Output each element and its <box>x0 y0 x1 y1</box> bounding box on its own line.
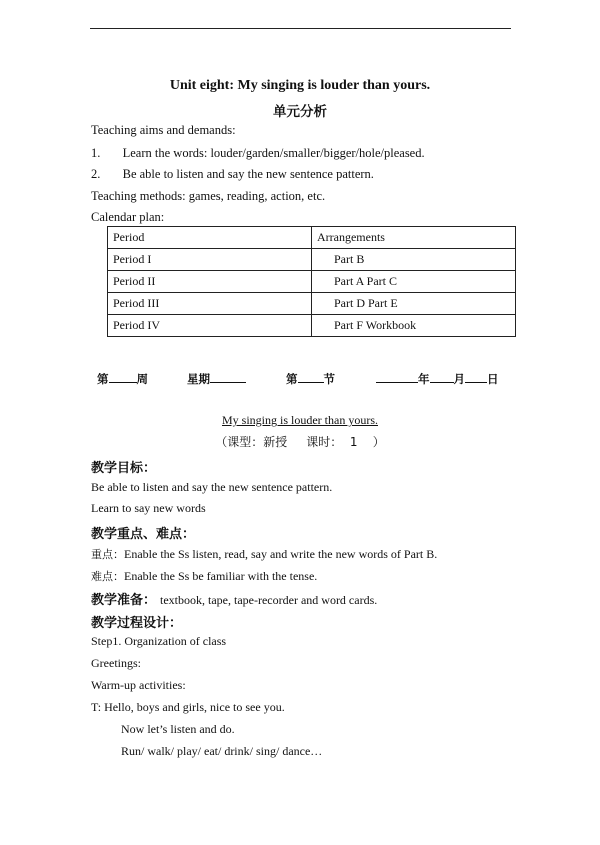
blank-line <box>210 370 246 383</box>
column-header: Arrangements <box>312 227 516 249</box>
table-cell: Period III <box>108 293 312 315</box>
table-header-row <box>108 227 516 249</box>
key-point-line <box>91 546 437 562</box>
aims-item-number: 2. <box>91 167 101 181</box>
blank-line <box>465 370 487 383</box>
process-line: Greetings: <box>91 656 141 670</box>
table-row <box>108 249 516 271</box>
week-prefix: 第 <box>97 372 109 386</box>
process-indented-line: Run/ walk/ play/ eat/ drink/ sing/ dance… <box>121 744 323 758</box>
unit-subtitle: 单元分析 <box>273 104 327 120</box>
aims-item-text: Be able to listen and say the new sentence pattern. <box>122 167 374 181</box>
process-heading: 教学过程设计： <box>91 616 183 631</box>
table-row <box>108 315 516 337</box>
month-label: 月 <box>453 372 465 386</box>
date-field <box>376 370 499 387</box>
aims-item <box>91 167 374 182</box>
table-row <box>108 271 516 293</box>
day-label: 日 <box>487 372 499 386</box>
methods-line: Teaching methods: games, reading, action, etc. <box>91 189 326 203</box>
key-point-text: Enable the Ss listen, read, say and write the new words of Part B. <box>124 547 438 561</box>
process-line: Warm-up activities: <box>91 678 186 692</box>
table-cell: Part F Workbook <box>312 315 516 337</box>
aims-heading: Teaching aims and demands: <box>91 123 236 137</box>
blank-line <box>430 370 454 383</box>
unit-title: Unit eight: My singing is louder than yours. <box>169 78 431 93</box>
header-rule <box>90 28 511 29</box>
table-row <box>108 293 516 315</box>
aims-item <box>91 146 425 161</box>
aims-item-text: Learn the words: louder/garden/smaller/bigger/hole/pleased. <box>122 146 425 160</box>
difficulty-line <box>91 568 317 584</box>
calendar-table <box>107 226 516 337</box>
goals-line: Be able to listen and say the new sentence pattern. <box>91 480 333 494</box>
year-label: 年 <box>418 372 430 386</box>
aims-item-number: 1. <box>91 146 101 160</box>
difficulty-label: 难点： <box>91 570 124 583</box>
table-cell: Part D Part E <box>312 293 516 315</box>
table-cell: Part B <box>312 249 516 271</box>
key-point-label: 重点： <box>91 548 124 561</box>
prep-text: textbook, tape, tape-recorder and word cards. <box>160 593 378 607</box>
prep-line <box>91 589 377 609</box>
period-prefix: 第 <box>286 372 298 386</box>
column-header: Period <box>108 227 312 249</box>
process-line: T: Hello, boys and girls, nice to see you. <box>91 700 285 714</box>
table-cell: Period II <box>108 271 312 293</box>
process-line: Step1. Organization of class <box>91 634 227 648</box>
blank-line <box>109 370 137 383</box>
table-cell: Period I <box>108 249 312 271</box>
difficulty-text: Enable the Ss be familiar with the tense. <box>124 569 318 583</box>
weekday-label: 星期 <box>187 372 210 386</box>
week-field <box>97 370 148 387</box>
lesson-title-text: My singing is louder than yours. <box>222 413 378 427</box>
blank-line <box>376 370 418 383</box>
lesson-type-line: （课型：新授 课时： 1 ） <box>215 435 385 449</box>
lesson-title <box>0 413 600 428</box>
week-suffix: 周 <box>136 372 148 386</box>
period-field <box>286 370 335 387</box>
prep-heading: 教学准备： <box>91 593 157 608</box>
goals-heading: 教学目标： <box>91 461 157 476</box>
weekday-field <box>187 370 246 387</box>
process-indented-line: Now let’s listen and do. <box>121 722 235 736</box>
blank-line <box>298 370 324 383</box>
table-cell: Part A Part C <box>312 271 516 293</box>
table-cell: Period IV <box>108 315 312 337</box>
goals-line: Learn to say new words <box>91 501 206 515</box>
period-suffix: 节 <box>323 372 335 386</box>
calendar-heading: Calendar plan: <box>91 210 165 224</box>
keypoints-heading: 教学重点、难点： <box>91 527 196 542</box>
